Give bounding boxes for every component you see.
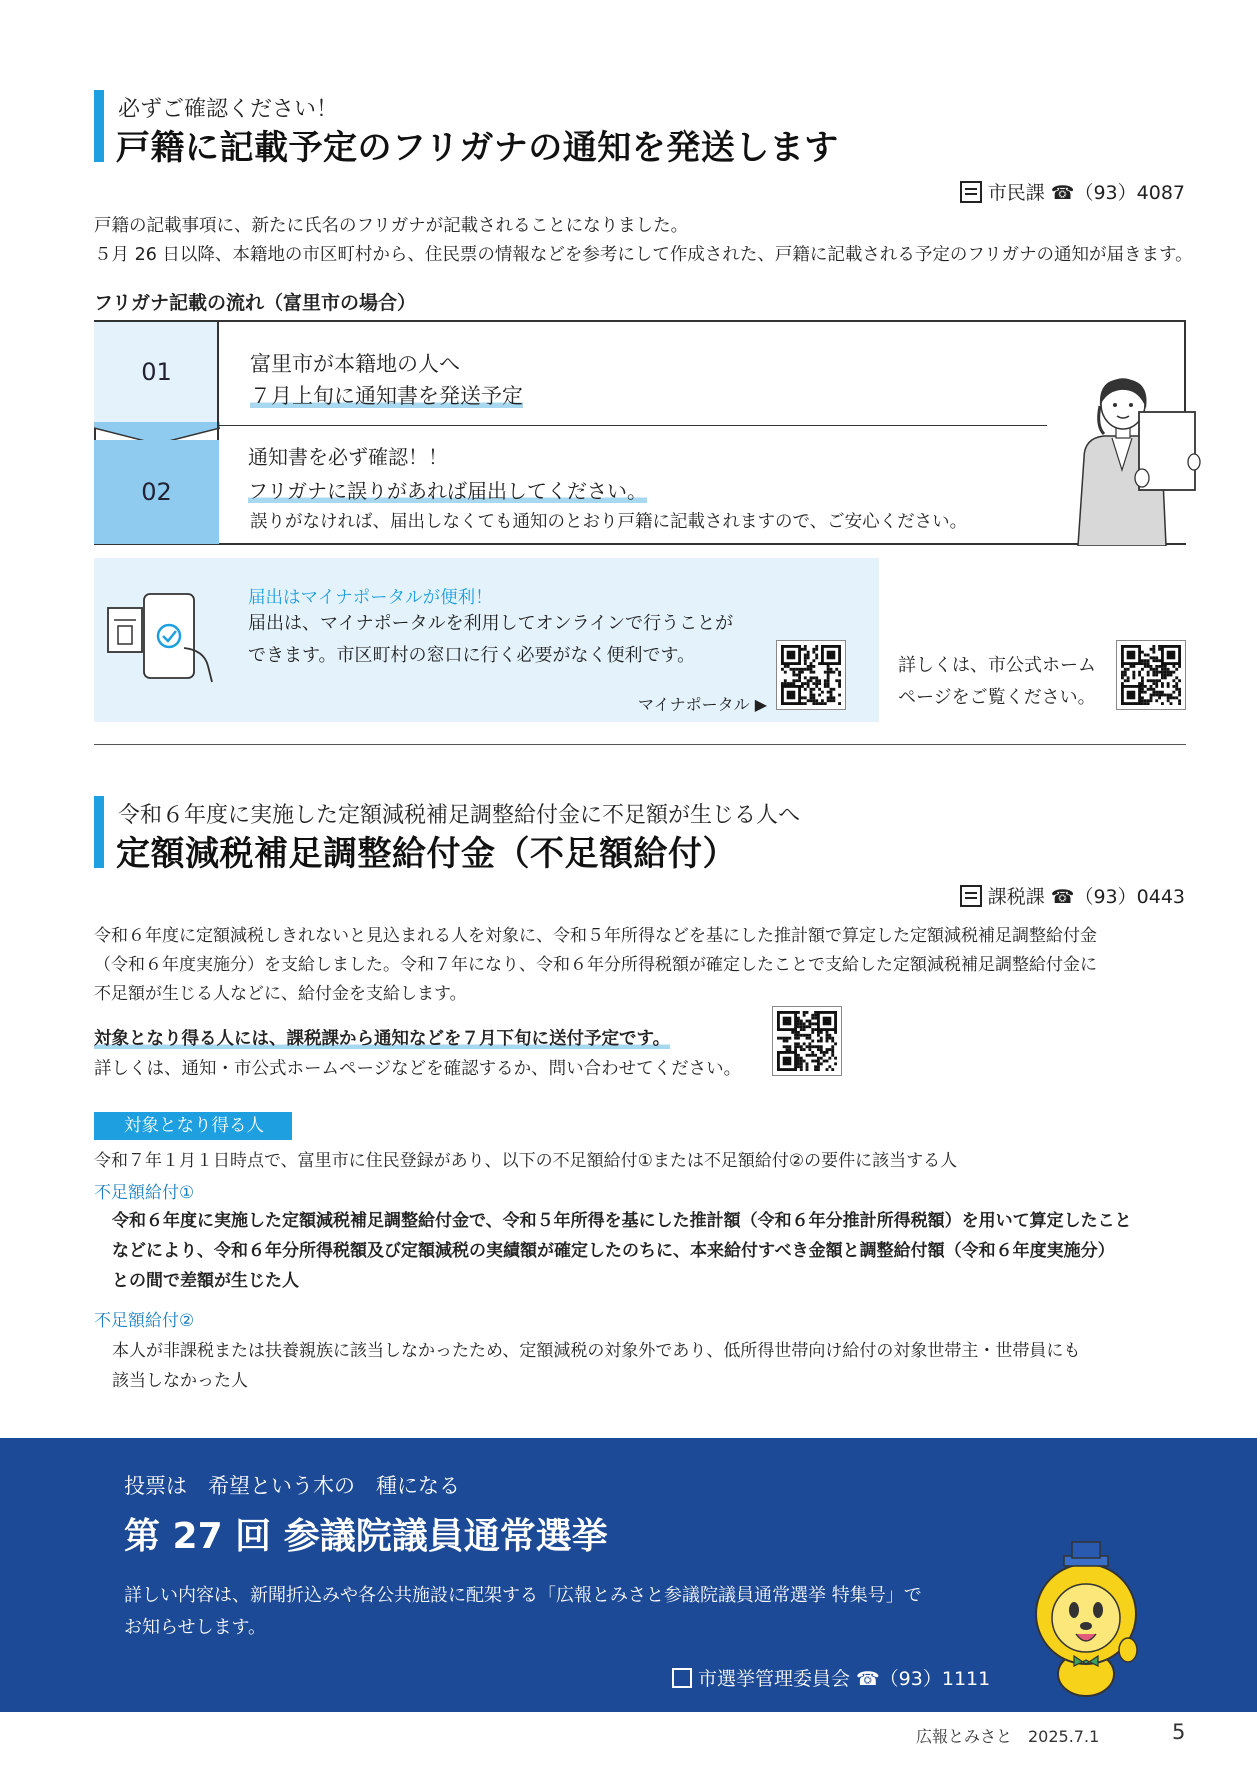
inquiry-icon bbox=[672, 1668, 692, 1688]
step2-number-box: 02 bbox=[94, 440, 219, 544]
smartphone-check-icon bbox=[106, 592, 216, 684]
section1-kicker: 必ずご確認ください！ bbox=[118, 97, 339, 122]
section1-title: 戸籍に記載予定のフリガナの通知を発送します bbox=[116, 128, 839, 168]
step1-number-box: 01 bbox=[94, 322, 219, 422]
qr-pattern bbox=[1121, 645, 1181, 705]
section2-qr-code[interactable] bbox=[772, 1006, 842, 1076]
step2-text: 通知書を必ず確認！！ フリガナに誤りがあれば届出してください。 bbox=[248, 445, 647, 503]
publication-info: 広報とみさと 2025.7.1 bbox=[916, 1727, 1100, 1746]
portal-link[interactable]: マイナポータル ▶ bbox=[638, 695, 768, 714]
section2-accent-bar bbox=[94, 796, 104, 868]
sub1-label: 不足額給付① bbox=[94, 1183, 195, 1203]
qr-pattern bbox=[781, 645, 841, 705]
step-divider bbox=[219, 425, 1047, 426]
section1-intro: 戸籍の記載事項に、新たに氏名のフリガナが記載されることになりました。 ５月 26 日以降、本籍地の市区町村から、住民票の情報などを参考にして作成された、戸籍に記載される予定のフリガナの通知が届きます。 bbox=[94, 216, 1193, 265]
inquiry-icon bbox=[960, 181, 982, 203]
sub1-text: 令和６年度に実施した定額減税補足調整給付金で、令和５年所得を基にした推計額（令和６年分推計所得税額）を用いて算定したこと などにより、令和６年分所得税額及び定額減税の実績額が確定したのちに、本来給付すべき金額と調整給付額（令和６年度実施分） との間で差額が生じた人 bbox=[112, 1211, 1132, 1291]
notice-text: 対象となり得る人には、課税課から通知などを７月下旬に送付予定です。 詳しくは、通知・市公式ホームページなどを確認するか、問い合わせてください。 bbox=[94, 1029, 742, 1079]
contact-phone: ☎（93）0443 bbox=[1050, 886, 1185, 908]
sub2-text: 本人が非課税または扶養親族に該当しなかったため、定額減税の対象外であり、低所得世帯向け給付の対象世帯主・世帯員にも 該当しなかった人 bbox=[112, 1341, 1081, 1391]
step2-note: 誤りがなければ、届出しなくても通知のとおり戸籍に記載されますので、ご安心ください。 bbox=[250, 512, 968, 532]
contact-dept: 課税課 bbox=[987, 886, 1045, 908]
section1-contact bbox=[960, 178, 1185, 205]
section-divider bbox=[94, 744, 1186, 745]
city-mascot-lion bbox=[1030, 1538, 1148, 1698]
inquiry-icon bbox=[960, 885, 982, 907]
portal-heading: 届出はマイナポータルが便利！ bbox=[248, 588, 493, 608]
step1-text: 富里市が本籍地の人へ ７月上旬に通知書を発送予定 bbox=[250, 352, 523, 408]
section2-title: 定額減税補足調整給付金（不足額給付） bbox=[116, 834, 737, 874]
qr-pattern bbox=[777, 1011, 837, 1071]
section1-accent-bar bbox=[94, 90, 104, 162]
city-website-qr-code[interactable] bbox=[1116, 640, 1186, 710]
election-contact: 市選挙管理委員会 ☎（93）1111 bbox=[672, 1664, 990, 1691]
more-info-text: 詳しくは、市公式ホーム ページをご覧ください。 bbox=[898, 655, 1096, 708]
election-title: 第 27 回 参議院議員通常選挙 bbox=[124, 1516, 608, 1557]
election-slogan: 投票は 希望という木の 種になる bbox=[124, 1474, 460, 1498]
woman-holding-paper-illustration bbox=[1064, 378, 1204, 546]
contact-dept: 市民課 bbox=[987, 182, 1045, 204]
target-description: 令和７年１月１日時点で、富里市に住民登録があり、以下の不足額給付①または不足額給付②の要件に該当する人 bbox=[94, 1151, 958, 1171]
section2-contact bbox=[960, 882, 1185, 909]
section2-kicker: 令和６年度に実施した定額減税補足調整給付金に不足額が生じる人へ bbox=[118, 803, 801, 828]
portal-body: 届出は、マイナポータルを利用してオンラインで行うことが できます。市区町村の窓口に行く必要がなく便利です。 bbox=[248, 613, 734, 666]
page-number: 5 bbox=[1172, 1720, 1186, 1744]
sub2-label: 不足額給付② bbox=[94, 1311, 195, 1331]
flow-heading: フリガナ記載の流れ（富里市の場合） bbox=[94, 292, 417, 314]
target-label: 対象となり得る人 bbox=[94, 1112, 292, 1140]
section2-body: 令和６年度に定額減税しきれないと見込まれる人を対象に、令和５年所得などを基にした推計額で算定した定額減税補足調整給付金 （令和６年度実施分）を支給しました。令和７年になり、令和６年分所得税額が確定したことで支給した定額減税補足調整給付金に 不足額が生じる人などに、給付金を支給します。 bbox=[94, 926, 1097, 1004]
contact-phone: ☎（93）4087 bbox=[1050, 182, 1185, 204]
portal-qr-code[interactable] bbox=[776, 640, 846, 710]
election-description: 詳しい内容は、新聞折込みや各公共施設に配架する「広報とみさと参議院議員通常選挙 特集号」で お知らせします。 bbox=[124, 1585, 922, 1638]
